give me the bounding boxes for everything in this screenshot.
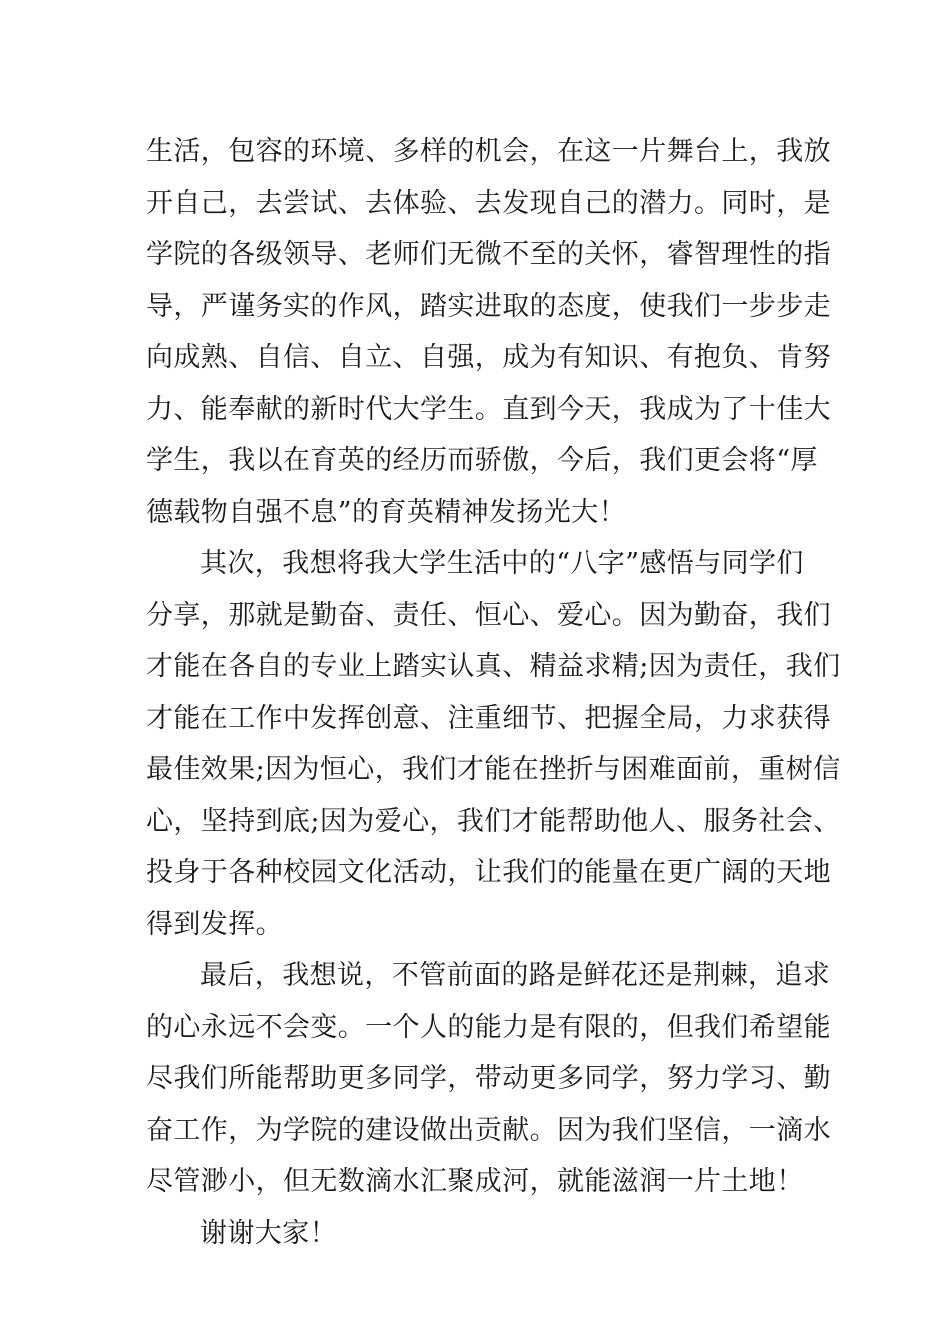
- paragraph-start-line: 最后，我想说，不管前面的路是鲜花还是荆棘，追求: [200, 960, 831, 991]
- paragraph-start-line: 其次，我想将我大学生活中的“八字”感悟与同学们: [200, 548, 804, 579]
- text-line: 向成熟、自信、自立、自强，成为有知识、有抱负、肯努: [146, 342, 831, 373]
- closing-line: 谢谢大家！: [200, 1217, 337, 1249]
- text-line: 心，坚持到底;因为爱心，我们才能帮助他人、服务社会、: [146, 805, 841, 837]
- text-line: 学生，我以在育英的经历而骄傲，今后，我们更会将“厚: [146, 445, 818, 476]
- text-line: 的心永远不会变。一个人的能力是有限的，但我们希望能: [146, 1011, 831, 1043]
- speech-body-text: [146, 126, 841, 1259]
- text-line: 得到发挥。: [146, 908, 283, 940]
- text-line: 开自己，去尝试、去体验、去发现自己的潜力。同时，是: [146, 187, 831, 219]
- text-line: 力、能奉献的新时代大学生。直到今天，我成为了十佳大: [146, 393, 831, 425]
- text-line: 导，严谨务实的作风，踏实进取的态度，使我们一步步走: [146, 290, 831, 322]
- text-line: 投身于各种校园文化活动，让我们的能量在更广阔的天地: [146, 857, 831, 888]
- text-line: 才能在工作中发挥创意、注重细节、把握全局，力求获得: [146, 702, 831, 734]
- text-line: 生活，包容的环境、多样的机会，在这一片舞台上，我放: [146, 136, 831, 167]
- text-line: 最佳效果;因为恒心，我们才能在挫折与困难面前，重树信: [146, 754, 841, 785]
- text-line: 才能在各自的专业上踏实认真、精益求精;因为责任，我们: [146, 651, 841, 682]
- text-line: 学院的各级领导、老师们无微不至的关怀，睿智理性的指: [146, 239, 831, 270]
- text-line: 尽我们所能帮助更多同学，带动更多同学，努力学习、勤: [146, 1063, 831, 1094]
- text-line: 尽管渺小，但无数滴水汇聚成河，就能滋润一片土地！: [146, 1166, 804, 1197]
- text-line: 分享，那就是勤奋、责任、恒心、爱心。因为勤奋，我们: [146, 599, 831, 631]
- text-line: 奋工作，为学院的建设做出贡献。因为我们坚信，一滴水: [146, 1114, 831, 1146]
- text-line: 德载物自强不息”的育英精神发扬光大！: [146, 496, 627, 528]
